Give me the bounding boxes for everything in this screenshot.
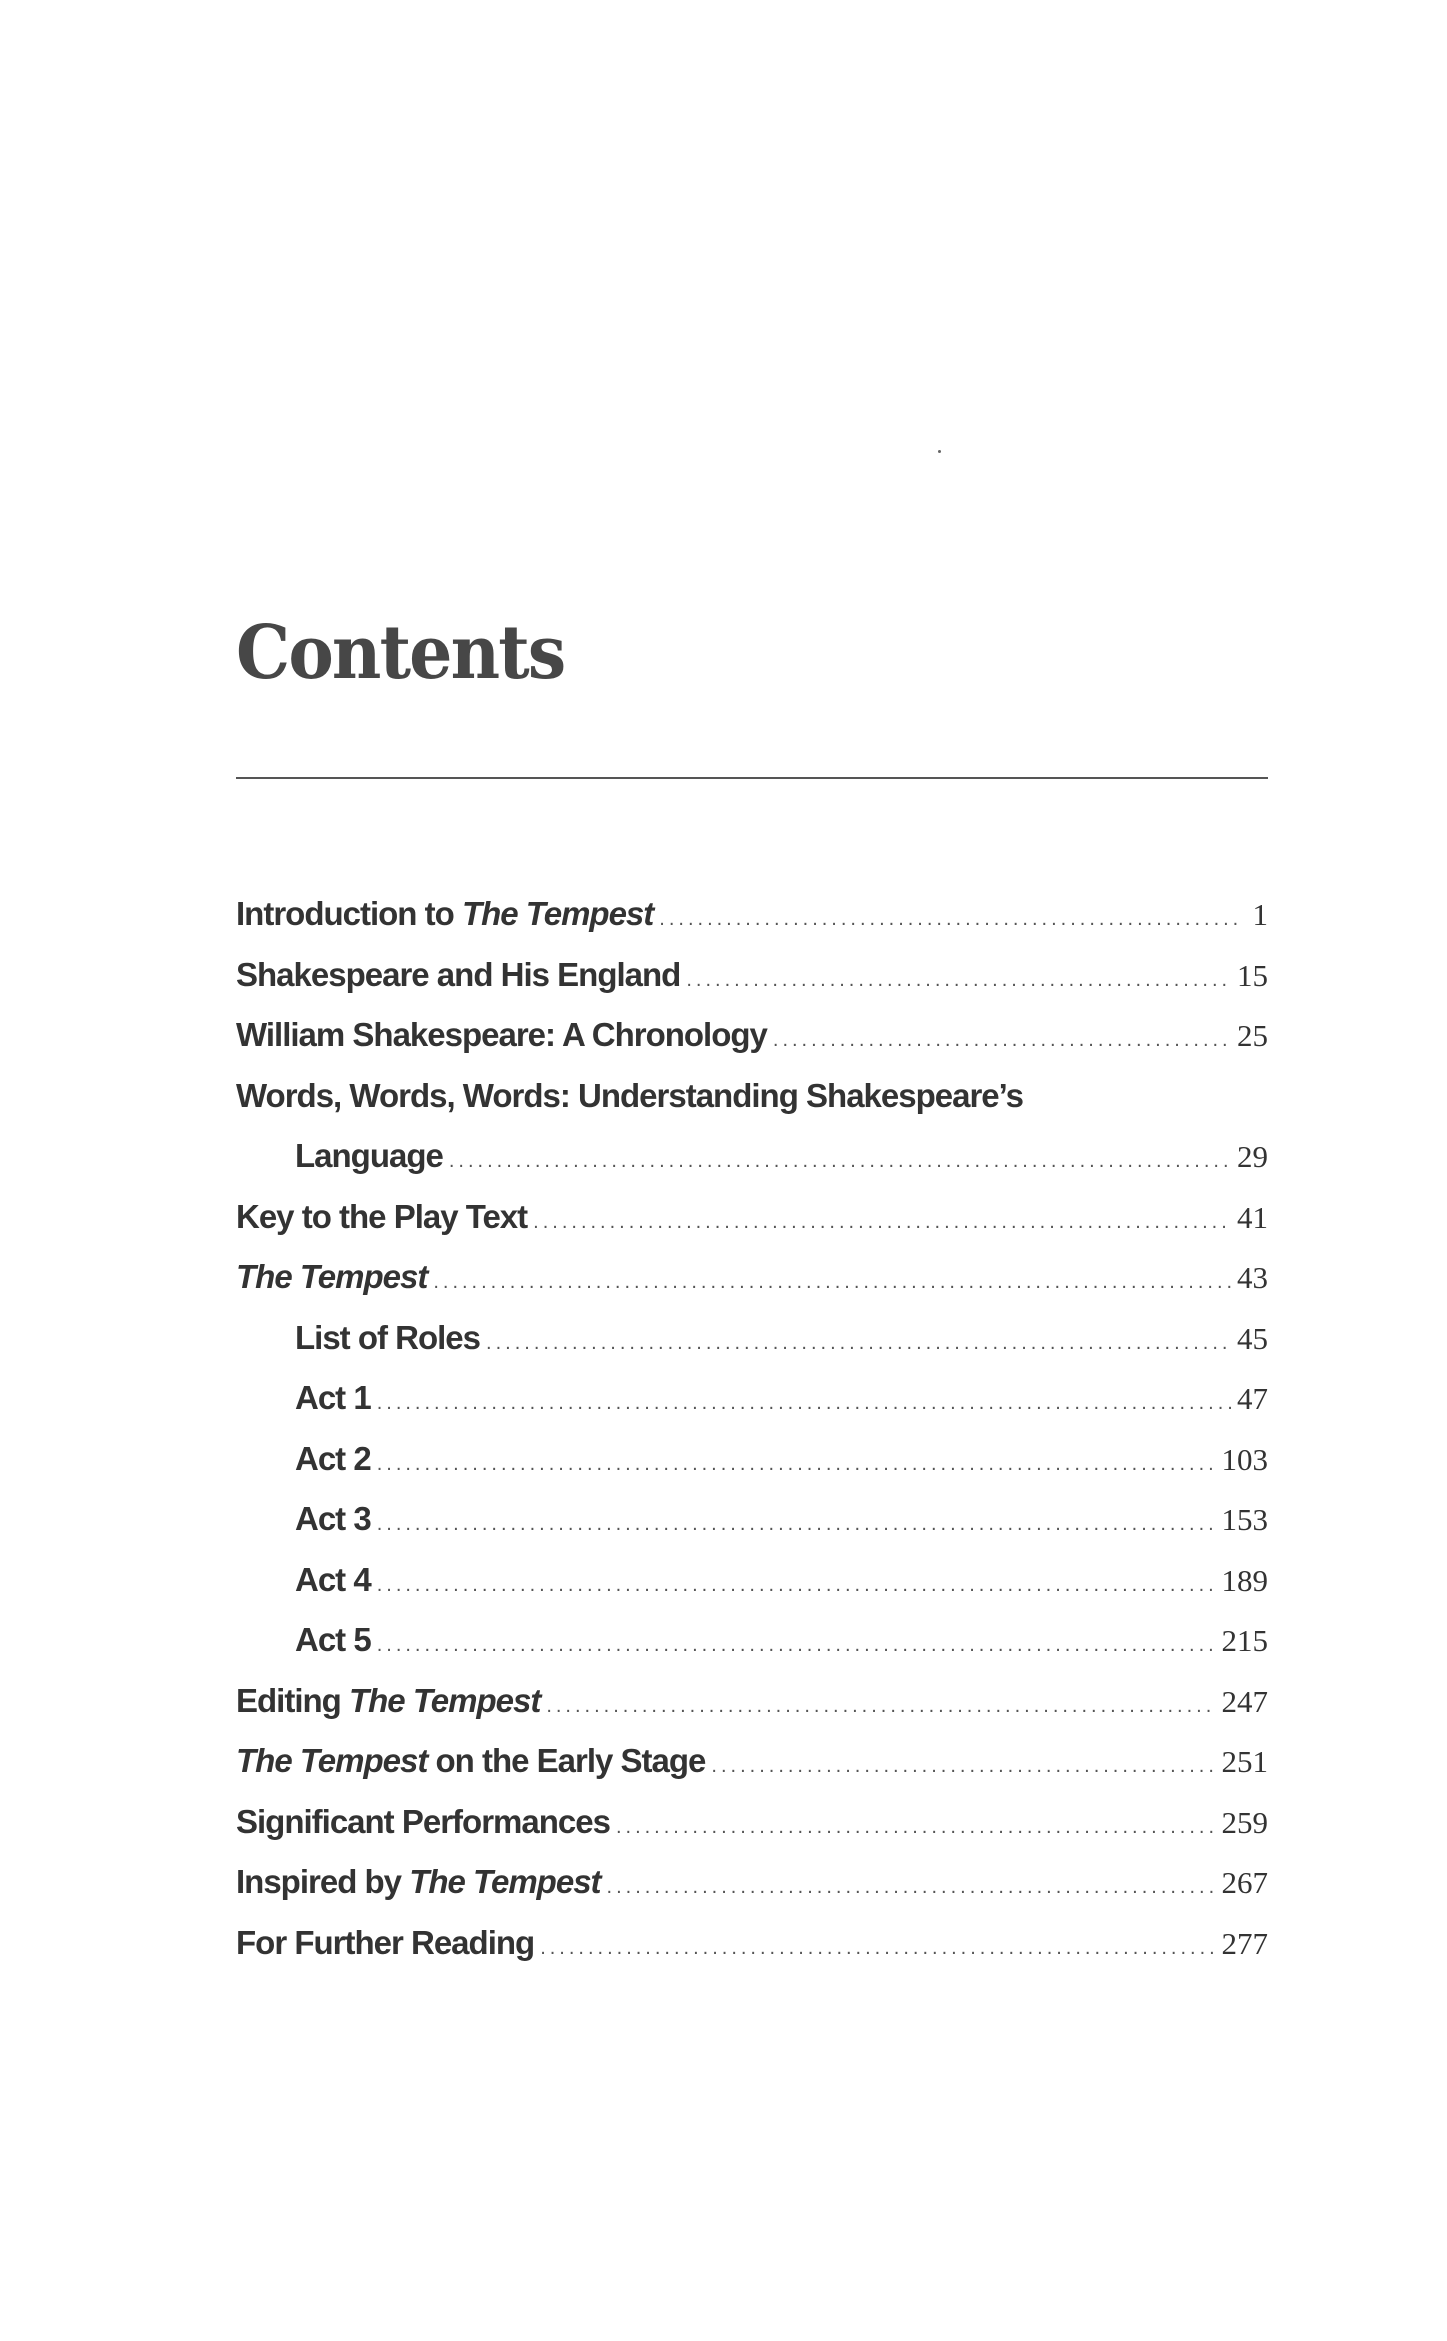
dot-leader <box>546 1695 1215 1718</box>
toc-entry-title-part: Key to the Play Text <box>236 1197 528 1235</box>
toc-page-number: 189 <box>1221 1562 1268 1598</box>
toc-entry[interactable] <box>236 1863 1268 1924</box>
toc-entry-title <box>295 1621 371 1659</box>
dot-leader <box>377 1392 1231 1415</box>
toc-page-number: 247 <box>1221 1683 1268 1719</box>
toc-entry[interactable] <box>236 1803 1268 1864</box>
toc-page-number: 103 <box>1221 1441 1268 1477</box>
toc-entry-title-part: The Tempest <box>236 1742 428 1779</box>
toc-entry-title <box>236 1016 767 1054</box>
toc-entry-title <box>236 1198 527 1236</box>
dot-leader <box>616 1816 1216 1839</box>
toc-entry[interactable] <box>236 1924 1268 1985</box>
toc-entry-title-part: Introduction to <box>236 895 462 932</box>
toc-entry-title-part: Inspired by <box>236 1863 410 1900</box>
toc-entry[interactable] <box>236 1198 1268 1259</box>
toc-entry[interactable] <box>236 956 1268 1017</box>
dot-leader <box>377 1513 1216 1536</box>
toc-entry-title-part: on the Early Stage <box>427 1742 706 1779</box>
toc-entry-title <box>236 1742 705 1780</box>
toc-entry-title-part: The Tempest <box>236 1258 428 1295</box>
toc-entry[interactable] <box>236 1077 1268 1138</box>
toc-page-number: 25 <box>1237 1018 1268 1053</box>
dot-leader <box>377 1453 1216 1476</box>
toc-page-number: 29 <box>1237 1139 1268 1174</box>
dot-leader <box>540 1937 1215 1960</box>
dot-leader <box>711 1755 1215 1778</box>
toc-page-number: 267 <box>1221 1865 1268 1900</box>
table-of-contents <box>236 895 1268 1984</box>
toc-entry-title-part: Shakespeare and His England <box>236 955 681 993</box>
toc-entry-title-part: Act 4 <box>295 1560 371 1598</box>
dot-leader <box>773 1029 1231 1052</box>
toc-entry-title <box>295 1561 371 1599</box>
dot-leader <box>433 1271 1231 1294</box>
toc-page-number: 47 <box>1237 1381 1268 1416</box>
toc-page-number: 259 <box>1221 1804 1268 1840</box>
toc-page-number: 45 <box>1237 1320 1268 1356</box>
toc-entry-title-part: List of Roles <box>295 1318 481 1356</box>
toc-entry[interactable] <box>236 1258 1268 1319</box>
toc-entry-title <box>236 1077 1023 1115</box>
toc-entry-title <box>236 1258 427 1296</box>
toc-entry-title <box>236 1863 601 1901</box>
toc-entry-title-part: The Tempest <box>409 1863 601 1900</box>
toc-entry-title-part: Editing <box>236 1681 349 1719</box>
toc-page-number: 251 <box>1221 1744 1268 1779</box>
speck <box>938 450 941 453</box>
toc-page-number: 215 <box>1221 1623 1268 1658</box>
toc-page-number: 41 <box>1237 1199 1268 1235</box>
dot-leader <box>659 908 1242 931</box>
toc-entry-title-part: Act 3 <box>295 1500 371 1537</box>
toc-entry[interactable] <box>236 1500 1268 1561</box>
toc-entry-title <box>295 1440 371 1478</box>
toc-entry[interactable] <box>236 1682 1268 1743</box>
toc-entry-title-part: William Shakespeare: A Chronology <box>236 1016 767 1053</box>
toc-page-number: 15 <box>1237 957 1268 993</box>
divider <box>236 777 1268 779</box>
page-title: Contents <box>236 610 565 696</box>
dot-leader <box>486 1332 1231 1355</box>
toc-entry-title <box>236 1803 610 1841</box>
toc-entry-title <box>295 1137 443 1175</box>
toc-entry-title-part: The Tempest <box>348 1681 541 1719</box>
toc-entry-title-part: Words, Words, Words: Understanding Shakespeare’s <box>236 1076 1023 1114</box>
toc-entry-title-part: Act 1 <box>295 1379 371 1416</box>
toc-entry-title-part: Act 2 <box>295 1439 371 1477</box>
toc-page-number: 153 <box>1221 1502 1268 1537</box>
toc-entry[interactable] <box>236 1440 1268 1501</box>
toc-page-number: 43 <box>1237 1260 1268 1295</box>
toc-entry-title <box>295 1379 371 1417</box>
toc-entry-title <box>236 1682 540 1720</box>
toc-entry-title <box>295 1319 480 1357</box>
dot-leader <box>449 1150 1231 1173</box>
toc-entry[interactable] <box>236 1016 1268 1077</box>
dot-leader <box>533 1211 1231 1234</box>
dot-leader <box>377 1634 1216 1657</box>
toc-entry[interactable] <box>236 1561 1268 1622</box>
toc-entry-title <box>236 956 680 994</box>
toc-page-number: 277 <box>1221 1925 1268 1961</box>
toc-entry-title <box>236 895 653 933</box>
dot-leader <box>607 1876 1216 1899</box>
toc-entry[interactable] <box>236 1137 1268 1198</box>
toc-entry[interactable] <box>236 1379 1268 1440</box>
toc-entry[interactable] <box>236 1621 1268 1682</box>
dot-leader <box>686 969 1231 992</box>
toc-page-number: 1 <box>1252 897 1268 932</box>
toc-entry[interactable] <box>236 895 1268 956</box>
toc-entry-title-part: The Tempest <box>461 895 654 932</box>
toc-entry-title-part: Significant Performances <box>236 1802 610 1840</box>
toc-entry-title-part: Act 5 <box>295 1621 371 1658</box>
dot-leader <box>377 1574 1216 1597</box>
toc-entry[interactable] <box>236 1319 1268 1380</box>
toc-entry-title-part: Language <box>295 1137 443 1174</box>
toc-entry-title-part: For Further Reading <box>236 1923 535 1961</box>
toc-entry-title <box>295 1500 371 1538</box>
toc-entry-title <box>236 1924 534 1962</box>
toc-entry[interactable] <box>236 1742 1268 1803</box>
